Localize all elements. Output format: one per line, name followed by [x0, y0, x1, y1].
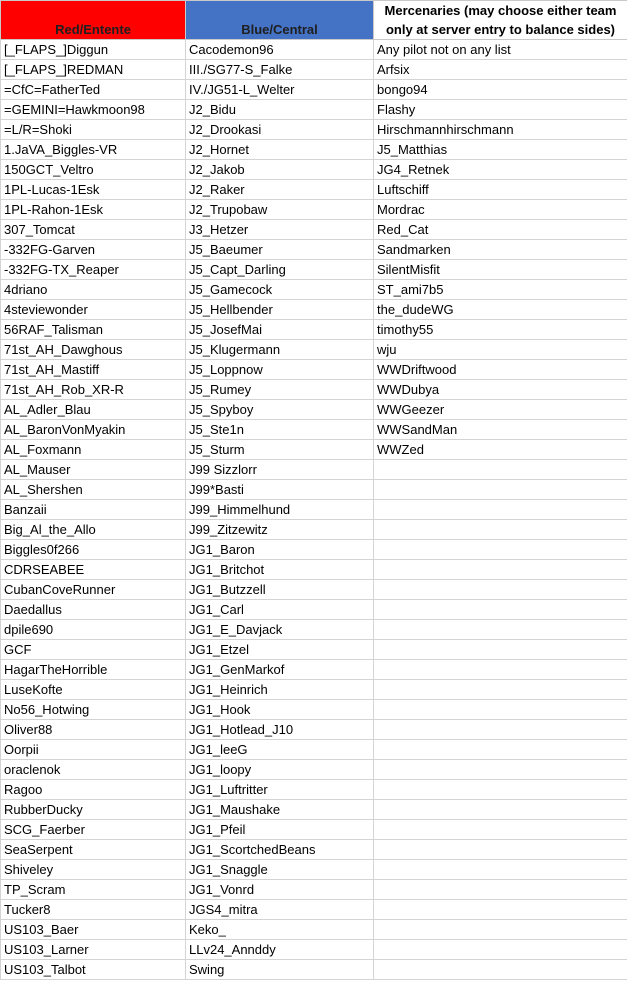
table-row: [1, 160, 627, 180]
red-pilot-cell[interactable]: Oorpii: [1, 740, 186, 760]
red-pilot-cell[interactable]: AL_Shershen: [1, 480, 186, 500]
red-pilot-cell[interactable]: AL_Mauser: [1, 460, 186, 480]
red-pilot-cell[interactable]: AL_Adler_Blau: [1, 400, 186, 420]
mercenary-cell[interactable]: [374, 720, 627, 740]
mercenary-cell[interactable]: [374, 920, 627, 940]
red-pilot-cell[interactable]: No56_Hotwing: [1, 700, 186, 720]
blue-pilot-cell[interactable]: J2_Hornet: [186, 140, 374, 160]
blue-pilot-cell[interactable]: J99_Zitzewitz: [186, 520, 374, 540]
mercenary-cell[interactable]: [374, 700, 627, 720]
mercenary-cell[interactable]: Arfsix: [374, 60, 627, 80]
red-pilot-cell[interactable]: 1.JaVA_Biggles-VR: [1, 140, 186, 160]
mercenary-cell[interactable]: [374, 800, 627, 820]
red-pilot-cell[interactable]: 1PL-Lucas-1Esk: [1, 180, 186, 200]
red-pilot-cell[interactable]: TP_Scram: [1, 880, 186, 900]
table-row: [1, 540, 627, 560]
table-row: [1, 340, 627, 360]
blue-pilot-cell[interactable]: J99*Basti: [186, 480, 374, 500]
table-row: [1, 640, 627, 660]
blue-pilot-cell[interactable]: Swing: [186, 960, 374, 980]
blue-pilot-cell[interactable]: J5_Hellbender: [186, 300, 374, 320]
red-pilot-cell[interactable]: [_FLAPS_]REDMAN: [1, 60, 186, 80]
header-mercenaries[interactable]: Mercenaries (may choose either team only at server entry to balance sides): [374, 1, 627, 40]
red-pilot-cell[interactable]: 71st_AH_Mastiff: [1, 360, 186, 380]
mercenary-cell[interactable]: [374, 680, 627, 700]
red-pilot-cell[interactable]: US103_Talbot: [1, 960, 186, 980]
red-pilot-cell[interactable]: dpile690: [1, 620, 186, 640]
blue-pilot-cell[interactable]: JG1_leeG: [186, 740, 374, 760]
blue-pilot-cell[interactable]: J2_Raker: [186, 180, 374, 200]
blue-pilot-cell[interactable]: IV./JG51-L_Welter: [186, 80, 374, 100]
header-blue-central[interactable]: Blue/Central: [186, 1, 374, 40]
mercenary-cell[interactable]: Sandmarken: [374, 240, 627, 260]
mercenary-cell[interactable]: Luftschiff: [374, 180, 627, 200]
table-row: [1, 520, 627, 540]
blue-pilot-cell[interactable]: JG1_Hotlead_J10: [186, 720, 374, 740]
table-row: [1, 480, 627, 500]
blue-pilot-cell[interactable]: JG1_Baron: [186, 540, 374, 560]
mercenary-cell[interactable]: [374, 540, 627, 560]
red-pilot-cell[interactable]: Oliver88: [1, 720, 186, 740]
red-pilot-cell[interactable]: 1PL-Rahon-1Esk: [1, 200, 186, 220]
mercenary-cell[interactable]: WWDriftwood: [374, 360, 627, 380]
blue-pilot-cell[interactable]: JG1_Maushake: [186, 800, 374, 820]
mercenary-cell[interactable]: [374, 820, 627, 840]
header-red-entente[interactable]: Red/Entente: [1, 1, 186, 40]
red-pilot-cell[interactable]: -332FG-Garven: [1, 240, 186, 260]
table-row: [1, 140, 627, 160]
red-pilot-cell[interactable]: Tucker8: [1, 900, 186, 920]
table-row: [1, 960, 627, 980]
mercenary-cell[interactable]: [374, 940, 627, 960]
table-row: [1, 460, 627, 480]
table-row: [1, 860, 627, 880]
blue-pilot-cell[interactable]: JG1_Britchot: [186, 560, 374, 580]
red-pilot-cell[interactable]: AL_BaronVonMyakin: [1, 420, 186, 440]
red-pilot-cell[interactable]: 4driano: [1, 280, 186, 300]
blue-pilot-cell[interactable]: J3_Hetzer: [186, 220, 374, 240]
table-row: [1, 440, 627, 460]
mercenary-cell[interactable]: [374, 660, 627, 680]
mercenary-cell[interactable]: [374, 560, 627, 580]
blue-pilot-cell[interactable]: J5_Gamecock: [186, 280, 374, 300]
mercenary-cell[interactable]: [374, 500, 627, 520]
table-row: [1, 360, 627, 380]
red-pilot-cell[interactable]: 307_Tomcat: [1, 220, 186, 240]
table-row: [1, 180, 627, 200]
blue-pilot-cell[interactable]: Cacodemon96: [186, 40, 374, 60]
blue-pilot-cell[interactable]: J5_Sturm: [186, 440, 374, 460]
table-row: [1, 840, 627, 860]
red-pilot-cell[interactable]: Banzaii: [1, 500, 186, 520]
red-pilot-cell[interactable]: HagarTheHorrible: [1, 660, 186, 680]
table-row: [1, 700, 627, 720]
blue-pilot-cell[interactable]: Keko_: [186, 920, 374, 940]
mercenary-cell[interactable]: [374, 740, 627, 760]
table-row: [1, 920, 627, 940]
blue-pilot-cell[interactable]: JG1_Vonrd: [186, 880, 374, 900]
table-row: [1, 580, 627, 600]
red-pilot-cell[interactable]: RubberDucky: [1, 800, 186, 820]
table-row: [1, 940, 627, 960]
red-pilot-cell[interactable]: 4steviewonder: [1, 300, 186, 320]
mercenary-cell[interactable]: [374, 640, 627, 660]
mercenary-cell[interactable]: [374, 780, 627, 800]
mercenary-cell[interactable]: wju: [374, 340, 627, 360]
mercenary-cell[interactable]: [374, 600, 627, 620]
red-pilot-cell[interactable]: =GEMINI=Hawkmoon98: [1, 100, 186, 120]
red-pilot-cell[interactable]: 150GCT_Veltro: [1, 160, 186, 180]
table-row: [1, 280, 627, 300]
table-row: [1, 740, 627, 760]
table-row: [1, 60, 627, 80]
blue-pilot-cell[interactable]: J5_Ste1n: [186, 420, 374, 440]
blue-pilot-cell[interactable]: JG1_ScortchedBeans: [186, 840, 374, 860]
red-pilot-cell[interactable]: 71st_AH_Rob_XR-R: [1, 380, 186, 400]
red-pilot-cell[interactable]: SeaSerpent: [1, 840, 186, 860]
red-pilot-cell[interactable]: SCG_Faerber: [1, 820, 186, 840]
red-pilot-cell[interactable]: US103_Larner: [1, 940, 186, 960]
blue-pilot-cell[interactable]: J5_Capt_Darling: [186, 260, 374, 280]
mercenary-cell[interactable]: [374, 860, 627, 880]
red-pilot-cell[interactable]: GCF: [1, 640, 186, 660]
blue-pilot-cell[interactable]: J5_Loppnow: [186, 360, 374, 380]
mercenary-cell[interactable]: [374, 960, 627, 980]
table-row: [1, 800, 627, 820]
red-pilot-cell[interactable]: 71st_AH_Dawghous: [1, 340, 186, 360]
mercenary-cell[interactable]: WWZed: [374, 440, 627, 460]
table-row: [1, 120, 627, 140]
red-pilot-cell[interactable]: 56RAF_Talisman: [1, 320, 186, 340]
blue-pilot-cell[interactable]: J99 Sizzlorr: [186, 460, 374, 480]
table-row: [1, 300, 627, 320]
blue-pilot-cell[interactable]: J5_Spyboy: [186, 400, 374, 420]
table-row: [1, 100, 627, 120]
header-row: [1, 1, 627, 40]
red-pilot-cell[interactable]: Ragoo: [1, 780, 186, 800]
mercenary-cell[interactable]: Any pilot not on any list: [374, 40, 627, 60]
mercenary-cell[interactable]: [374, 460, 627, 480]
mercenary-cell[interactable]: bongo94: [374, 80, 627, 100]
table-row: [1, 760, 627, 780]
mercenary-cell[interactable]: [374, 760, 627, 780]
mercenary-cell[interactable]: Mordrac: [374, 200, 627, 220]
blue-pilot-cell[interactable]: JG1_GenMarkof: [186, 660, 374, 680]
blue-pilot-cell[interactable]: III./SG77-S_Falke: [186, 60, 374, 80]
mercenary-cell[interactable]: [374, 480, 627, 500]
mercenary-cell[interactable]: the_dudeWG: [374, 300, 627, 320]
blue-pilot-cell[interactable]: JG1_E_Davjack: [186, 620, 374, 640]
red-pilot-cell[interactable]: CDRSEABEE: [1, 560, 186, 580]
blue-pilot-cell[interactable]: J2_Drookasi: [186, 120, 374, 140]
table-row: [1, 880, 627, 900]
blue-pilot-cell[interactable]: J2_Trupobaw: [186, 200, 374, 220]
table-row: [1, 560, 627, 580]
blue-pilot-cell[interactable]: J5_Klugermann: [186, 340, 374, 360]
mercenary-cell[interactable]: [374, 580, 627, 600]
blue-pilot-cell[interactable]: JG1_Hook: [186, 700, 374, 720]
red-pilot-cell[interactable]: Big_Al_the_Allo: [1, 520, 186, 540]
table-row: [1, 380, 627, 400]
roster-body: [1, 40, 627, 980]
mercenary-cell[interactable]: WWSandMan: [374, 420, 627, 440]
red-pilot-cell[interactable]: =L/R=Shoki: [1, 120, 186, 140]
table-row: [1, 220, 627, 240]
mercenary-cell[interactable]: timothy55: [374, 320, 627, 340]
mercenary-cell[interactable]: ST_ami7b5: [374, 280, 627, 300]
mercenary-cell[interactable]: JG4_Retnek: [374, 160, 627, 180]
table-row: [1, 620, 627, 640]
table-row: [1, 400, 627, 420]
blue-pilot-cell[interactable]: JG1_Snaggle: [186, 860, 374, 880]
mercenary-cell[interactable]: [374, 900, 627, 920]
mercenary-cell[interactable]: Hirschmannhirschmann: [374, 120, 627, 140]
blue-pilot-cell[interactable]: J2_Jakob: [186, 160, 374, 180]
mercenary-cell[interactable]: Red_Cat: [374, 220, 627, 240]
red-pilot-cell[interactable]: US103_Baer: [1, 920, 186, 940]
table-row: [1, 660, 627, 680]
table-row: [1, 40, 627, 60]
red-pilot-cell[interactable]: AL_Foxmann: [1, 440, 186, 460]
red-pilot-cell[interactable]: [_FLAPS_]Diggun: [1, 40, 186, 60]
mercenary-cell[interactable]: [374, 840, 627, 860]
blue-pilot-cell[interactable]: JGS4_mitra: [186, 900, 374, 920]
red-pilot-cell[interactable]: Daedallus: [1, 600, 186, 620]
red-pilot-cell[interactable]: Shiveley: [1, 860, 186, 880]
table-row: [1, 600, 627, 620]
blue-pilot-cell[interactable]: JG1_Butzzell: [186, 580, 374, 600]
blue-pilot-cell[interactable]: JG1_Pfeil: [186, 820, 374, 840]
blue-pilot-cell[interactable]: JG1_Luftritter: [186, 780, 374, 800]
blue-pilot-cell[interactable]: J5_Baeumer: [186, 240, 374, 260]
mercenary-cell[interactable]: [374, 620, 627, 640]
blue-pilot-cell[interactable]: J99_Himmelhund: [186, 500, 374, 520]
mercenary-cell[interactable]: Flashy: [374, 100, 627, 120]
red-pilot-cell[interactable]: oraclenok: [1, 760, 186, 780]
table-row: [1, 900, 627, 920]
blue-pilot-cell[interactable]: LLv24_Annddy: [186, 940, 374, 960]
blue-pilot-cell[interactable]: JG1_Etzel: [186, 640, 374, 660]
blue-pilot-cell[interactable]: JG1_Carl: [186, 600, 374, 620]
red-pilot-cell[interactable]: LuseKofte: [1, 680, 186, 700]
red-pilot-cell[interactable]: Biggles0f266: [1, 540, 186, 560]
mercenary-cell[interactable]: WWDubya: [374, 380, 627, 400]
mercenary-cell[interactable]: WWGeezer: [374, 400, 627, 420]
table-row: [1, 680, 627, 700]
red-pilot-cell[interactable]: CubanCoveRunner: [1, 580, 186, 600]
blue-pilot-cell[interactable]: JG1_Heinrich: [186, 680, 374, 700]
red-pilot-cell[interactable]: =CfC=FatherTed: [1, 80, 186, 100]
blue-pilot-cell[interactable]: JG1_loopy: [186, 760, 374, 780]
mercenary-cell[interactable]: SilentMisfit: [374, 260, 627, 280]
table-row: [1, 260, 627, 280]
blue-pilot-cell[interactable]: J2_Bidu: [186, 100, 374, 120]
table-row: [1, 240, 627, 260]
blue-pilot-cell[interactable]: J5_JosefMai: [186, 320, 374, 340]
table-row: [1, 780, 627, 800]
table-row: [1, 420, 627, 440]
table-row: [1, 80, 627, 100]
table-row: [1, 720, 627, 740]
table-row: [1, 320, 627, 340]
blue-pilot-cell[interactable]: J5_Rumey: [186, 380, 374, 400]
table-row: [1, 500, 627, 520]
mercenary-cell[interactable]: [374, 520, 627, 540]
mercenary-cell[interactable]: [374, 880, 627, 900]
table-row: [1, 200, 627, 220]
red-pilot-cell[interactable]: -332FG-TX_Reaper: [1, 260, 186, 280]
table-row: [1, 820, 627, 840]
mercenary-cell[interactable]: J5_Matthias: [374, 140, 627, 160]
